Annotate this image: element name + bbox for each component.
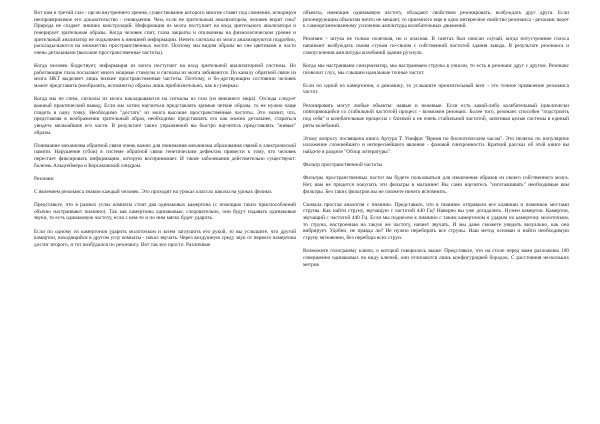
section-heading-spatial-filter: Фильтр пространственной частоты [303,162,383,169]
paragraph: Когда мы настраиваем синхроизатор, мы настраиваем струны в унисон, то есть в резонанс друг с другом. Резонанс позволит слух, мы слышим идеальные точные частот. [303,62,569,76]
paragraph: Если по одной из камертонов, а динамику, то услышите пронзительный визг - это точное проявление резонанса частот. [303,82,569,96]
paragraph: Сначала простая аналогия с пианино. Представьте, что в пианино отправили все клавиши и поменяли местами струны. Как найти струну, звучащую с частотой 440 Гц? Наверно вы уже догадались. Нужен камертон. Камертон, звучащий с частотой 440 Гц. Если мы поднесем к пианино с таким камертоном и ударим по камертону молоточком, то струна, настроенная на такую же частоту, начнет звучать. И мы даже сможете увидеть визуально, как она вибрирует. Удобно, не правда ли? Не нужно перебирать все струны. Наш метод основан и найти необходимую струну мгновенно, без перебора всех струн. [303,201,569,242]
right-text-column [303,10,569,275]
paragraph: Вот нам и третий глаз - орган внутреннего зрения, существование которого многие ставят под сомнение, игнорируя неопровержимое его доказательство - сновидения. Чем, если не зрительным анализатором, человек видит сны? Природа не создает лишних конструкций. Информация из мозга поступает на вход зрительного анализатора и генерирует зрительные образы. Когда человек спит, глаза закрыты и отключены на физиологическом уровне и зрительный анализатор не подключен к внешней информации. Нечего сигналы из мозга анализируются подробно, расклады-ваются на множество пространственных частот. Поэтому мы видим образы во сне цветными и часто очень детальными (высокие пространственные частоты). [34,10,296,56]
paragraph: Когда человек бодрствует, информация из мозга поступает на вход зрительной анализаторной системы. Но работающие глаза посылают много мощные стимулы и сигналы из мозга забиваются. По каналу обратной связи из мозга НКТ выделяет лишь низкие пространственные частоты. Поэтому, и бо-дрствующим состоянии человек может представить (вообразить, вспомнить) образы лишь приблизительно, как в сумерках. [34,63,296,90]
paragraph: Резонировать могут любые объекты: живые и неживые. Если есть какой-либо колебательный (циклически повторяющийся со стабильной частотой) процесс - возможен резонанс. Более того, резонанс способен "подстроить под себя" и колебательные процессы с близкой к не очень стабильной частотой, затягивая целые системы в единый ритм колебаний. [303,102,569,129]
left-text-column [34,10,296,255]
paragraph: Фильтры пространственных частот вы будете пользоваться для извлечения образов из своего собственного мозга. Нет, вам не придется покупать эти фильтры в магазине! Вы сами научитесь "изготавливать" необходимые вам фильтры. Без таких фильтров вы не сможете ничего вспомнить. [303,175,569,195]
paragraph: Этому вопросу посвящена книга Артура Т. Уинфри "Время по биологическим часам". Это нелегко по популярное изложение сложнейшего и интереснейшего явления - фазовой синхронности. Краткий рассказ об этой книге вы найдете в разделе "Обзор литературы". [303,135,569,155]
paragraph: Понимание механизма обратной связи очень важно для понимания механизма образования связей в электрической памяти. Нарушение (сбои) в системе обратной связи генетическим дефектам привести к тому, что человек перестает фиксировать информацию, которую воспринимает. И такие заболевания действительно существуют: болезнь Альцгеймера и Корсаковский синдром. [34,142,296,169]
paragraph: Когда мы не спим, сигналы из мозга накладываются на сигналы из глаз (из внешнего мира). Отсюда следует важный практический вывод. Если мы хотим научиться представлять зримые четкие образы, то не нужно чаще глядеть в одну точку. Необходимо "достать" из мозга высокие пространственные частоты. Это значит, что, представляя в воображении зрительный образ, необходимо представлять его как можно детальнее, стараться увидеть мельчайшие его части. В результате таких упражнений вы быстро научитесь представлять "живые" образы. [34,96,296,136]
paragraph: Представьте, что в разных углах комнаты стоят два одинаковых камертона (с помощью таких приспособлений обычно настраивают пианино). Так как камертоны одинаковые, следовательно, они будут издавать одинаковые звуки, то есть одинаковую частоту, если с кем-то и по ним мягко будет ударить. [34,202,296,222]
paragraph: объекты, имеющие одинаковую частоту, обладают свойством резонировать, возбуждать друг друга. Если резонирующим объектам ничто не мешает, то приемного еще в одно интересное свойство резонанса - резонанс ведет к самоорганизованному усилению амплитуды колебательных движений. [303,10,569,30]
paragraph: С явлением резонанса знаком каждый человек. Это проходят на уроках классах школы на уроках физики. [34,188,273,195]
paragraph: Если по одному из камертонов ударить молоточком и затем заглушить его рукой, то вы услышите, что другой камертон, находящийся в другом углу комнаты - начал звучать. Через воздушную среду звук от первого камертона достиг второго, и тот возбудился по резонансу. Вот так все просто. Различные [34,228,296,248]
section-heading-resonance: Резонанс [34,175,55,182]
paragraph: Возможите голограмму ключа, о которой говорилось выше. Представьте, что на столе перед вами разложены 100 совершенно одинаковых по виду ключей, они отличаются лишь конфигурацией бородок. С расстояния нескольких метров [303,248,569,268]
paragraph: Резонанс - штука не только полезная, но и опасная. В газетах был описан случай, когда потустронние голоса начинают возбуждать своим стуком по-своим с собственной частотой здания завода. В результате резонанса и самоусиления амплитуды колебаний здание рухнуло. [303,36,569,56]
